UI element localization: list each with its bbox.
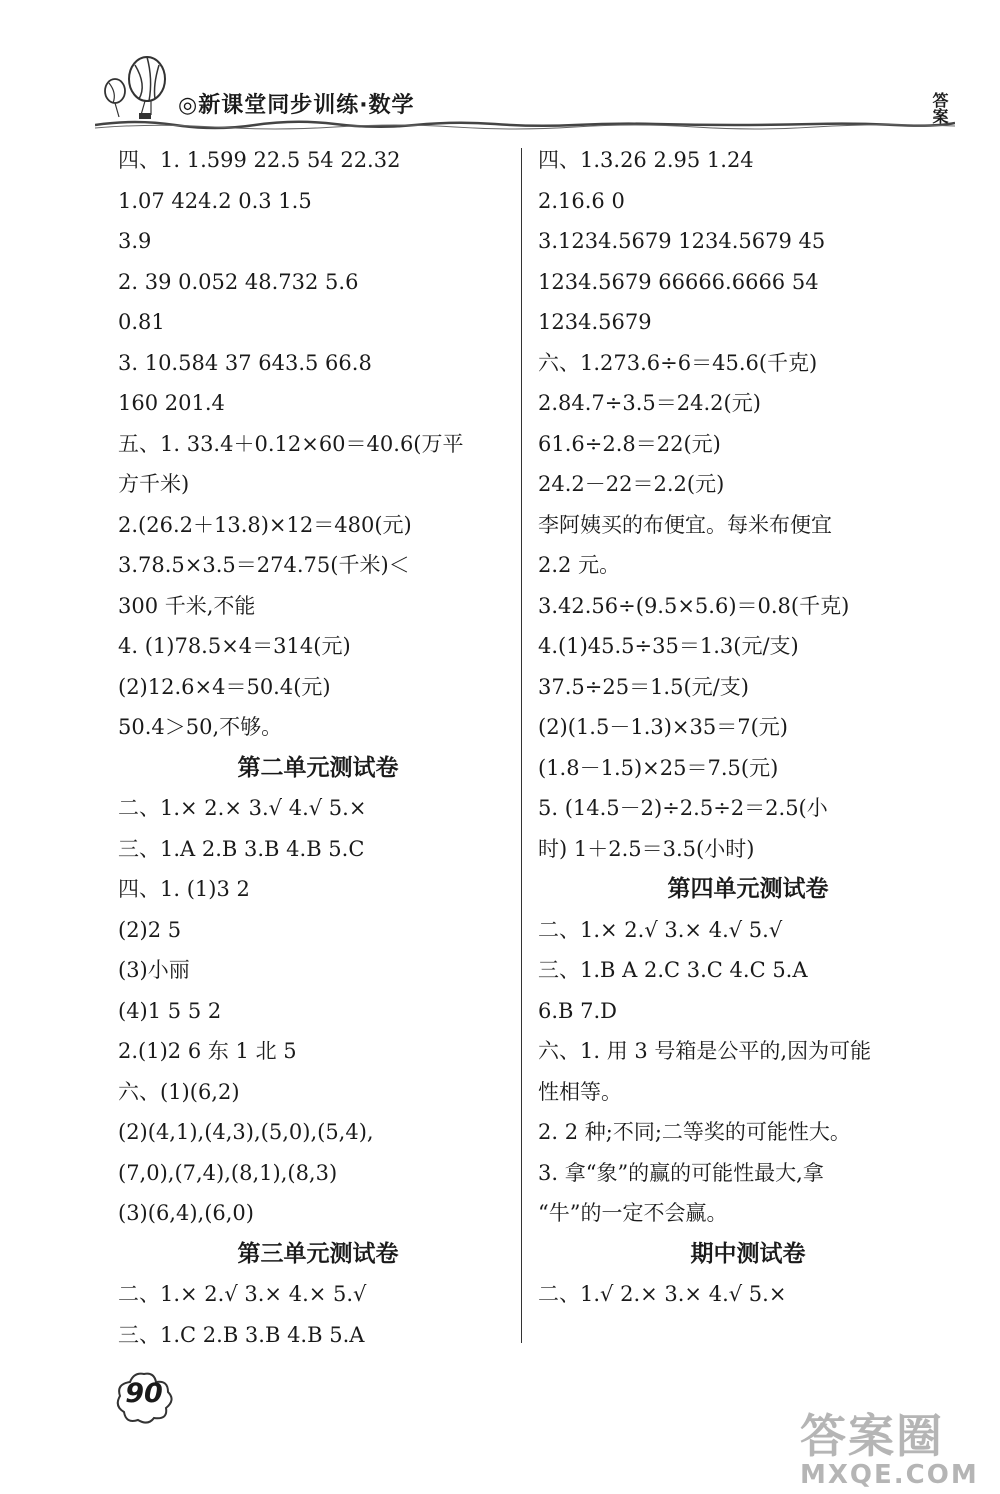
answer-line: 2.16.6 0 [538,188,625,213]
answer-line: 37.5÷25＝1.5(元/支) [538,674,749,699]
answer-line: 2.(26.2＋13.8)×12＝480(元) [118,512,412,537]
answer-line: 1234.5679 66666.6666 54 [538,269,819,294]
answer-line: 五、1. 33.4＋0.12×60＝40.6(万平 [118,431,464,456]
answer-line: (3)(6,4),(6,0) [118,1201,254,1225]
answer-line: 四、1. (1)3 2 [118,877,250,901]
answer-line: (2)2 5 [118,917,182,942]
section-title: 第三单元测试卷 [237,1240,399,1267]
answer-line: 2. 39 0.052 48.732 5.6 [118,269,359,294]
answer-line: 4. (1)78.5×4＝314(元) [118,634,351,658]
answer-line: 六、(1)(6,2) [118,1079,240,1104]
answer-line: 二、1.× 2.√ 3.× 4.√ 5.√ [538,917,783,942]
answer-line: 1234.5679 [538,310,652,334]
answer-line: 六、1.273.6÷6＝45.6(千克) [538,350,818,375]
answer-line: 四、1. 1.599 22.5 54 22.32 [118,148,401,172]
answer-line: 3.1234.5679 1234.5679 45 [538,229,826,253]
answer-line: 160 201.4 [118,391,225,415]
answer-line: 1.07 424.2 0.3 1.5 [118,188,312,213]
answer-line: 性相等。 [538,1079,622,1104]
answer-line: 4.(1)45.5÷35＝1.3(元/支) [538,634,799,658]
answer-line: 二、1.√ 2.× 3.× 4.√ 5.× [538,1282,787,1306]
answer-line: 李阿姨买的布便宜。每米布便宜 [538,512,832,537]
watermark-text: 答案圈 [800,1409,944,1463]
right-column [538,140,958,1315]
answer-line: 三、1.C 2.B 3.B 4.B 5.A [118,1322,365,1347]
answer-line: 二、1.× 2.√ 3.× 4.× 5.√ [118,1282,367,1306]
answer-line: 2.(1)2 6 东 1 北 5 [118,1039,297,1063]
answer-line: 3.9 [118,229,152,253]
left-column [118,140,518,1355]
answer-line: 六、1. 用 3 号箱是公平的,因为可能 [538,1039,872,1063]
answer-line: 2. 2 种;不同;二等奖的可能性大。 [538,1120,851,1144]
answer-line: 5. (14.5－2)÷2.5÷2＝2.5(小 [538,796,828,820]
page-number: 90 [125,1378,163,1409]
answer-line: “牛”的一定不会赢。 [538,1201,728,1225]
answer-line: (7,0),(7,4),(8,1),(8,3) [118,1160,338,1185]
answer-line: (3)小丽 [118,958,190,982]
answer-line: 三、1.B A 2.C 3.C 4.C 5.A [538,958,808,982]
answer-line: 6.B 7.D [538,998,618,1023]
answer-line: (2)(4,1),(4,3),(5,0),(5,4), [118,1120,374,1144]
answer-line: 24.2－22＝2.2(元) [538,472,725,496]
section-title: 第二单元测试卷 [237,754,399,781]
answer-line: 50.4＞50,不够。 [118,715,283,739]
answer-line: 2.2 元。 [538,553,621,577]
answer-line: 3. 10.584 37 643.5 66.8 [118,350,372,375]
watermark [800,1400,979,1490]
section-title: 期中测试卷 [690,1240,806,1267]
answer-line: 三、1.A 2.B 3.B 4.B 5.C [118,836,365,861]
section-title: 第四单元测试卷 [667,876,829,902]
answer-line: 3.42.56÷(9.5×5.6)＝0.8(千克) [538,593,850,618]
answer-line: (2)(1.5－1.3)×35＝7(元) [538,715,788,739]
column-divider [521,148,522,1343]
answer-line: 时) 1＋2.5＝3.5(小时) [538,836,755,861]
answer-line: (2)12.6×4＝50.4(元) [118,674,331,699]
watermark-url: MXQE.COM [800,1460,979,1490]
answer-line: 2.84.7÷3.5＝24.2(元) [538,391,761,415]
answer-line: 61.6÷2.8＝22(元) [538,431,721,456]
answer-line: 3. 拿“象”的赢的可能性最大,拿 [538,1160,824,1185]
answer-line: (1.8－1.5)×25＝7.5(元) [538,755,779,780]
answer-line: (4)1 5 5 2 [118,998,222,1023]
answer-corner-mark: 答案 [930,92,949,124]
answer-line: 300 千米,不能 [118,593,256,618]
answer-line: 3.78.5×3.5＝274.75(千米)＜ [118,553,410,577]
answer-line: 0.81 [118,310,165,334]
answer-line: 方千米) [118,472,190,496]
book-title: ◎新课堂同步训练·数学 [178,93,415,118]
answer-line: 二、1.× 2.× 3.√ 4.√ 5.× [118,796,367,820]
answer-line: 四、1.3.26 2.95 1.24 [538,148,754,172]
